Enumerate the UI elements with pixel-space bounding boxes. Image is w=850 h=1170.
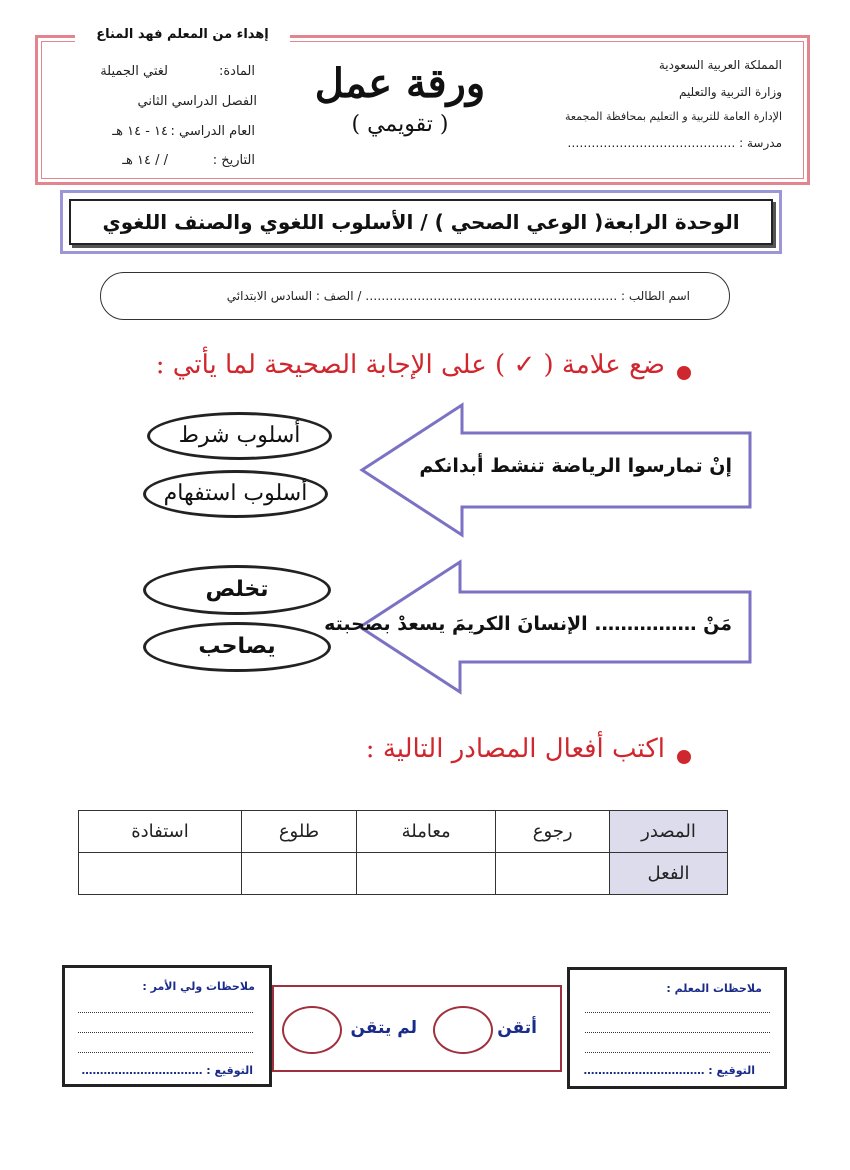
worksheet-subtitle: ( تقويمي ) [351, 112, 449, 137]
exercise1-instruction: ضع علامة ( ✓ ) على الإجابة الصحيحة لما يأتي : [155, 350, 665, 380]
parent-signature: التوقيع : …………………………… [81, 1064, 253, 1077]
not-mastered-label: لم يتقن [350, 1018, 417, 1038]
date-label: التاريخ : [212, 153, 255, 168]
mastered-circle[interactable] [433, 1006, 493, 1054]
teacher-notes-line[interactable] [585, 1052, 770, 1053]
bullet-icon [677, 750, 691, 764]
date-value: / / ١٤ هـ [122, 153, 168, 168]
subject-row [100, 64, 255, 79]
year-label: العام الدراسي : [170, 124, 255, 139]
year-row [112, 124, 255, 139]
q1-sentence: إنْ تمارسوا الرياضة تنشط أبدانكم [419, 455, 732, 477]
verb-table [78, 810, 728, 895]
source-cell: طلوع [241, 811, 356, 853]
table-row [79, 853, 728, 895]
worksheet-title: ورقة عمل [314, 60, 486, 107]
exercise2-instruction: اكتب أفعال المصادر التالية : [365, 734, 665, 764]
dedication-label: إهداء من المعلم فهد المناع [75, 22, 290, 48]
teacher-notes-line[interactable] [585, 1012, 770, 1013]
student-info-text: اسم الطالب : ……………………………………………………… / الصف : السادس الابتدائي [226, 289, 690, 303]
date-row [122, 153, 255, 168]
subject-label: المادة: [218, 64, 255, 79]
teacher-notes-label: ملاحظات المعلم : [666, 982, 762, 995]
table-row [79, 811, 728, 853]
teacher-signature: التوقيع : …………………………… [583, 1064, 755, 1077]
source-cell: رجوع [496, 811, 610, 853]
teacher-notes-line[interactable] [585, 1032, 770, 1033]
parent-notes-line[interactable] [78, 1032, 253, 1033]
q2-option-a[interactable]: تخلص [143, 565, 331, 615]
source-cell: معاملة [356, 811, 495, 853]
verb-answer-cell[interactable] [241, 853, 356, 895]
unit-title: الوحدة الرابعة( الوعي الصحي ) / الأسلوب اللغوي والصنف اللغوي [102, 210, 740, 234]
parent-notes-line[interactable] [78, 1052, 253, 1053]
verb-answer-cell[interactable] [496, 853, 610, 895]
source-cell: استفادة [79, 811, 242, 853]
bullet-icon [677, 366, 691, 380]
subject-value: لغتي الجميلة [100, 64, 168, 79]
parent-notes-line[interactable] [78, 1012, 253, 1013]
school-field: مدرسة : …………………………………… [567, 136, 782, 150]
semester-label: الفصل الدراسي الثاني [137, 94, 257, 109]
q2-option-b[interactable]: يصاحب [143, 622, 331, 672]
q1-option-b[interactable]: أسلوب استفهام [143, 470, 328, 518]
row-verb-label: الفعل [610, 853, 728, 895]
kingdom-label: المملكة العربية السعودية [658, 58, 782, 72]
verb-answer-cell[interactable] [356, 853, 495, 895]
year-value: ١٤ - ١٤ هـ [112, 124, 168, 139]
not-mastered-circle[interactable] [282, 1006, 342, 1054]
verb-answer-cell[interactable] [79, 853, 242, 895]
q1-option-a[interactable]: أسلوب شرط [147, 412, 332, 460]
q2-sentence: مَنْ ……………. الإنسانَ الكريمَ يسعدْ بصحبته [324, 613, 732, 635]
ministry-label: وزارة التربية والتعليم [678, 85, 782, 99]
row-source-label: المصدر [610, 811, 728, 853]
administration-label: الإدارة العامة للتربية و التعليم بمحافظة المجمعة [565, 110, 782, 123]
mastered-label: أتقن [497, 1018, 537, 1038]
parent-notes-label: ملاحظات ولي الأمر : [142, 980, 255, 993]
